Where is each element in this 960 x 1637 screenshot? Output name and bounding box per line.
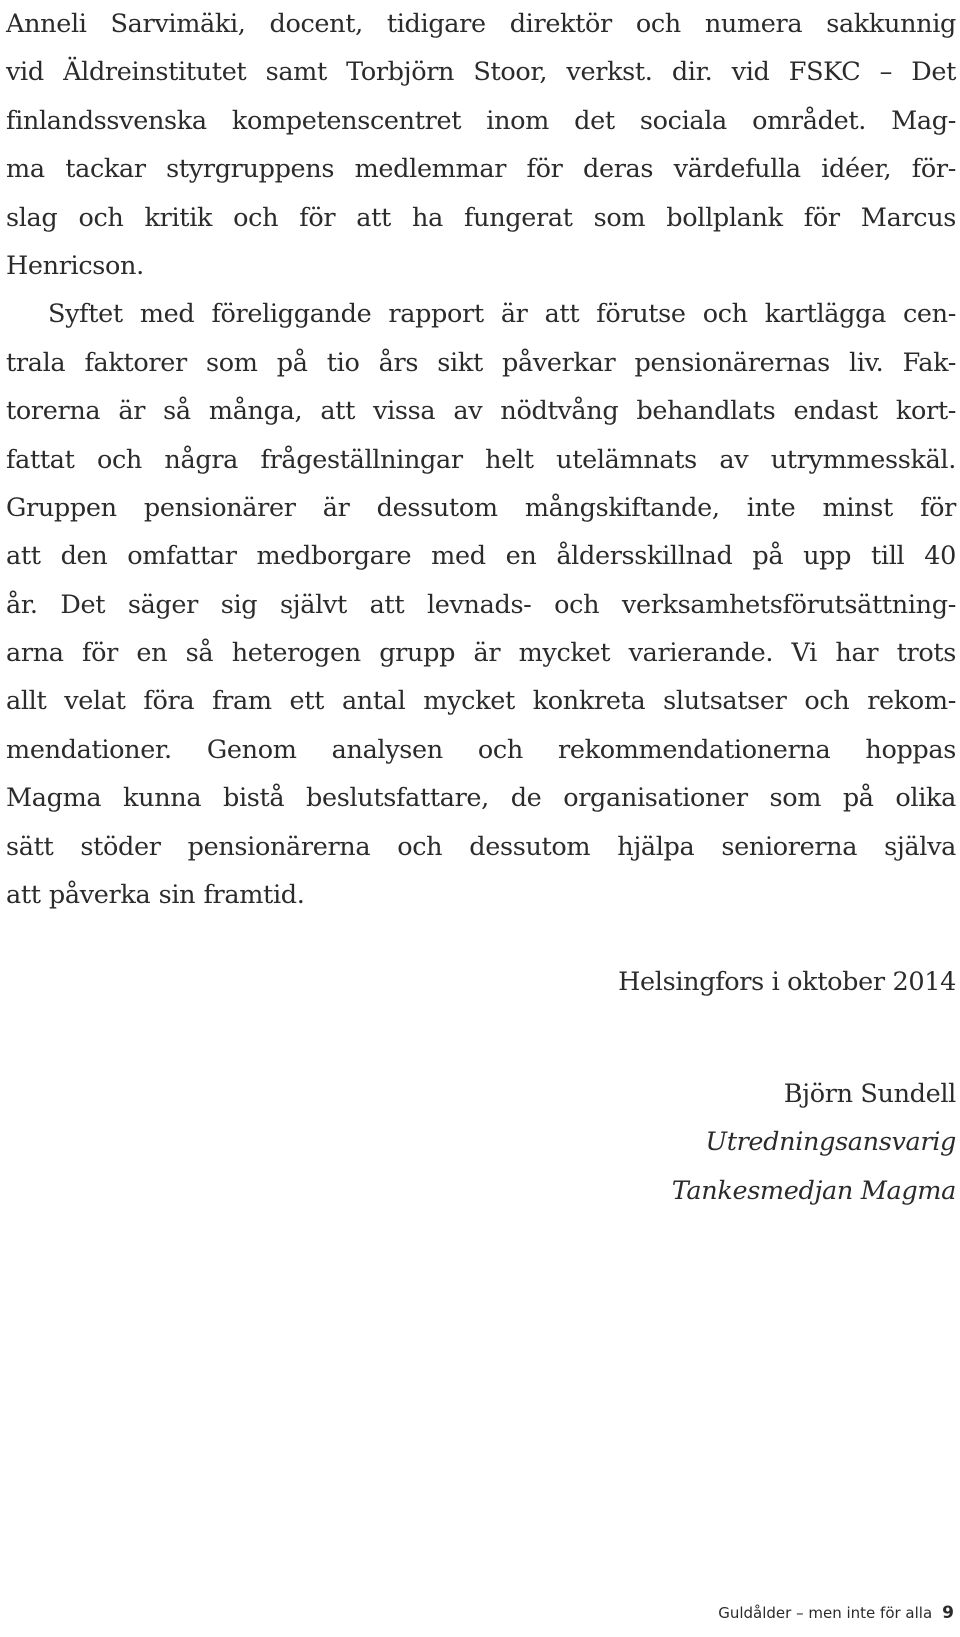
body-line: Syftet med föreliggande rapport är att förutse och kartlägga cen- — [48, 299, 956, 330]
body-line: slag och kritik och för att ha fungerat som bollplank för Marcus — [6, 202, 956, 233]
signer-role: Utredningsansvarig — [705, 1127, 956, 1158]
place-date — [618, 958, 956, 1006]
body-line: vid Äldreinstitutet samt Torbjörn Stoor, verkst. dir. vid FSKC – Det — [6, 57, 956, 88]
body-line: fattat och några frågeställningar helt utelämnats av utrymmesskäl. — [6, 444, 956, 475]
body-line: torerna är så många, att vissa av nödtvång behandlats endast kort- — [6, 396, 956, 427]
body-line: mendationer. Genom analysen och rekommendationerna hoppas — [6, 734, 956, 765]
body-line: arna för en så heterogen grupp är mycket varierande. Vi har trots — [6, 638, 956, 669]
body-line: Magma kunna bistå beslutsfattare, de organisationer som på olika — [6, 783, 956, 814]
signer-name: Björn Sundell — [783, 1079, 956, 1109]
body-text — [6, 0, 956, 919]
body-line: att påverka sin framtid. — [6, 880, 305, 911]
body-line: ma tackar styrgruppens medlemmar för deras värdefulla idéer, för- — [6, 154, 956, 185]
body-line: finlandssvenska kompetenscentret inom det sociala området. Mag- — [6, 105, 956, 136]
body-line: att den omfattar medborgare med en åldersskillnad på upp till 40 — [6, 541, 956, 572]
body-line: Gruppen pensionärer är dessutom mångskiftande, inte minst för — [6, 492, 956, 523]
page-number: 9 — [942, 1603, 954, 1623]
body-line: år. Det säger sig självt att levnads- och verksamhetsförutsättning- — [6, 589, 956, 620]
signature-block — [672, 1070, 956, 1215]
body-line: Anneli Sarvimäki, docent, tidigare direktör och numera sakkunnig — [6, 9, 956, 39]
body-line: allt velat föra fram ett antal mycket konkreta slutsatser och rekom- — [6, 686, 956, 717]
body-line: trala faktorer som på tio års sikt påverkar pensionärernas liv. Fak- — [6, 347, 956, 378]
page-footer — [718, 1603, 954, 1623]
place-date-text: Helsingfors i oktober 2014 — [618, 967, 956, 997]
signer-organization: Tankesmedjan Magma — [671, 1175, 956, 1206]
running-title: Guldålder – men inte för alla — [718, 1604, 933, 1622]
body-line: Henricson. — [6, 250, 144, 281]
body-line: sätt stöder pensionärerna och dessutom hjälpa seniorerna själva — [6, 831, 956, 862]
